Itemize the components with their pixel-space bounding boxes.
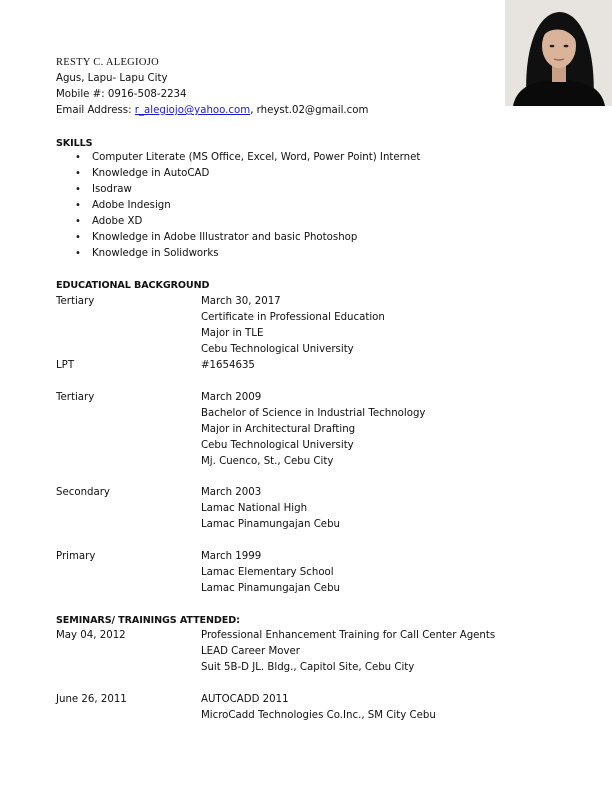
skill-item: • Adobe Indesign: [56, 199, 420, 215]
seminar-details: [201, 629, 495, 677]
license-number: #1654635: [201, 360, 255, 371]
education-date: March 30, 2017: [201, 296, 281, 307]
email-primary-link[interactable]: r_alegiojo@yahoo.com: [134, 105, 251, 116]
address: Agus, Lapu- Lapu City: [56, 73, 168, 84]
education-level: Tertiary: [56, 392, 95, 403]
seminar-title: Professional Enhancement Training for Call Center Agents: [201, 630, 496, 641]
skill-item: • Knowledge in Adobe Illustrator and basic Photoshop: [56, 231, 420, 247]
license-label: LPT: [56, 360, 75, 371]
education-level: Primary: [56, 551, 96, 562]
education-detail-line: Lamac Pinamungajan Cebu: [201, 519, 340, 530]
seminars-heading: SEMINARS/ TRAININGS ATTENDED:: [56, 615, 240, 626]
education-detail-line: Certificate in Professional Education: [201, 312, 385, 323]
seminar-title: AUTOCADD 2011: [201, 694, 289, 705]
education-date: March 1999: [201, 551, 262, 562]
education-level: Tertiary: [56, 296, 95, 307]
education-detail-line: Cebu Technological University: [201, 344, 354, 355]
education-detail-line: Bachelor of Science in Industrial Technology: [201, 408, 426, 419]
seminar-detail-line: MicroCadd Technologies Co.Inc., SM City Cebu: [201, 710, 436, 721]
education-detail-line: Mj. Cuenco, St., Cebu City: [201, 456, 334, 467]
skills-list: [56, 151, 420, 263]
education-date: March 2003: [201, 487, 262, 498]
seminar-detail-line: Suit 5B-D JL. Bldg., Capitol Site, Cebu City: [201, 662, 415, 673]
license-details: [201, 359, 255, 375]
education-detail-line: Major in Architectural Drafting: [201, 424, 356, 435]
skill-item: • Adobe XD: [56, 215, 420, 231]
skill-item: • Computer Literate (MS Office, Excel, Word, Power Point) Internet: [56, 151, 420, 167]
portrait-photo: [505, 0, 612, 106]
seminar-date: May 04, 2012: [56, 630, 126, 641]
applicant-name: RESTY C. ALEGIOJO: [56, 57, 160, 68]
skill-item: • Knowledge in AutoCAD: [56, 167, 420, 183]
skills-heading: SKILLS: [56, 138, 93, 149]
seminar-date: June 26, 2011: [56, 694, 127, 705]
education-details: [201, 391, 425, 471]
education-detail-line: Lamac Pinamungajan Cebu: [201, 583, 340, 594]
email-label: Email Address:: [56, 105, 132, 116]
mobile-number: Mobile #: 0916-508-2234: [56, 89, 187, 100]
education-details: [201, 295, 385, 359]
education-date: March 2009: [201, 392, 262, 403]
education-heading: EDUCATIONAL BACKGROUND: [56, 280, 210, 291]
seminar-details: [201, 693, 436, 725]
email-line: [56, 104, 368, 117]
education-details: [201, 486, 340, 534]
education-detail-line: Lamac Elementary School: [201, 567, 334, 578]
education-level: Secondary: [56, 487, 110, 498]
education-detail-line: Major in TLE: [201, 328, 264, 339]
education-detail-line: Lamac National High: [201, 503, 308, 514]
skill-item: • Isodraw: [56, 183, 420, 199]
seminar-detail-line: LEAD Career Mover: [201, 646, 300, 657]
portrait-photo-drawing: [505, 0, 612, 106]
education-detail-line: Cebu Technological University: [201, 440, 354, 451]
skill-item: • Knowledge in Solidworks: [56, 247, 420, 263]
education-details: [201, 550, 340, 598]
email-secondary: , rheyst.02@gmail.com: [250, 105, 369, 116]
